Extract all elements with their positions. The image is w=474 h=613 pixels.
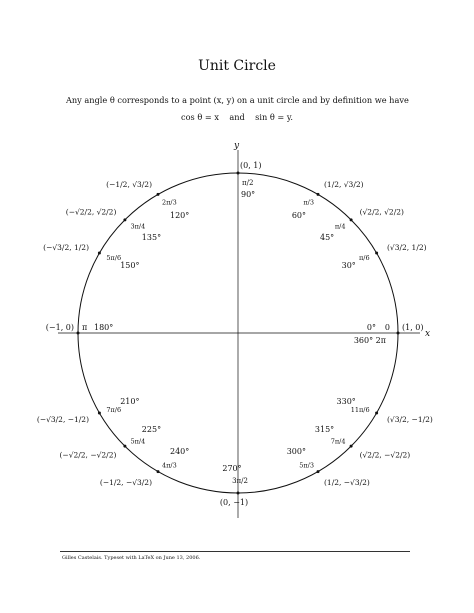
- coordinate-label: (0, −1): [219, 498, 249, 507]
- degree-label: 90°: [241, 190, 256, 199]
- degree-label: 330°: [336, 397, 356, 406]
- degree-label: 0°: [366, 323, 376, 332]
- angle-point: [350, 218, 353, 221]
- coordinate-label: (√3/2, −1/2): [387, 415, 433, 424]
- radian-label: π/3: [303, 198, 314, 207]
- footer-text: Gilles Castelais. Typeset with LaTeX on June 13, 2006.: [62, 555, 201, 561]
- angle-point: [123, 445, 126, 448]
- coordinate-label: (√2/2, √2/2): [359, 207, 404, 217]
- angle-point: [375, 252, 378, 255]
- angle-point: [123, 218, 126, 221]
- angle-point: [237, 492, 240, 495]
- radian-label: 0: [384, 323, 390, 332]
- angle-point: [317, 193, 320, 196]
- radian-label: 3π/4: [130, 222, 146, 231]
- angle-point: [397, 332, 400, 335]
- radian-label: 2π/3: [162, 198, 177, 207]
- angle-point: [98, 412, 101, 415]
- degree-label: 45°: [320, 232, 335, 242]
- radian-label: π/6: [358, 254, 370, 262]
- coordinate-label: (0, 1): [240, 161, 262, 170]
- angle-point: [77, 332, 80, 335]
- radian-label: 11π/6: [350, 406, 370, 414]
- degree-label: 240°: [170, 446, 190, 456]
- radian-label: 5π/6: [106, 254, 122, 262]
- angle-point: [375, 412, 378, 415]
- degree-label: 315°: [314, 425, 335, 435]
- coordinate-label: (1/2, √3/2): [324, 180, 364, 189]
- coordinate-label: (−1/2, √3/2): [106, 180, 152, 189]
- degree-label: 135°: [141, 232, 162, 242]
- definitions-text: cos θ = x and sin θ = y.: [181, 112, 293, 122]
- y-axis-label: y: [234, 141, 240, 151]
- angle-point: [317, 470, 320, 473]
- degree-label: 210°: [120, 397, 140, 406]
- footer-rule: [60, 551, 410, 552]
- degree-label: 150°: [120, 261, 140, 270]
- angle-point: [157, 193, 160, 196]
- angle-point: [237, 172, 240, 175]
- intro-text: Any angle θ corresponds to a point (x, y) on a unit circle and by definition we have: [66, 95, 409, 105]
- radian-label: 7π/4: [330, 437, 346, 446]
- radian-label: 5π/4: [130, 437, 146, 446]
- radian-label: π/4: [334, 222, 346, 231]
- degree-label: 30°: [341, 261, 356, 270]
- radian-label: 7π/6: [106, 406, 122, 414]
- radian-label: 3π/2: [232, 477, 248, 485]
- degree-label: 270°: [222, 464, 242, 473]
- coordinate-label: (√3/2, 1/2): [387, 243, 427, 252]
- radian-label: π: [82, 323, 88, 332]
- coordinate-label: (−√3/2, −1/2): [36, 415, 89, 424]
- radian-label: π/2: [242, 179, 254, 187]
- coordinate-label: (−√3/2, 1/2): [43, 243, 89, 252]
- angle-point: [350, 445, 353, 448]
- radian-label: 5π/3: [299, 461, 314, 470]
- coordinate-label: (−1, 0): [45, 323, 74, 332]
- radian-label: 4π/3: [162, 461, 177, 470]
- full-turn-label: 360° 2π: [353, 336, 386, 345]
- page-title: Unit Circle: [198, 58, 276, 74]
- degree-label: 60°: [291, 211, 306, 221]
- degree-label: 300°: [286, 446, 306, 456]
- coordinate-label: (√2/2, −√2/2): [359, 450, 411, 460]
- angle-point: [98, 252, 101, 255]
- coordinate-label: (−√2/2, −√2/2): [59, 450, 117, 460]
- degree-label: 120°: [170, 211, 190, 221]
- angle-point: [157, 470, 160, 473]
- coordinate-label: (1/2, −√3/2): [324, 478, 370, 487]
- x-axis-label: x: [425, 329, 431, 339]
- degree-label: 180°: [94, 323, 114, 332]
- coordinate-label: (1, 0): [402, 323, 424, 332]
- degree-label: 225°: [141, 425, 162, 435]
- coordinate-label: (−1/2, −√3/2): [99, 478, 152, 487]
- coordinate-label: (−√2/2, √2/2): [65, 207, 117, 217]
